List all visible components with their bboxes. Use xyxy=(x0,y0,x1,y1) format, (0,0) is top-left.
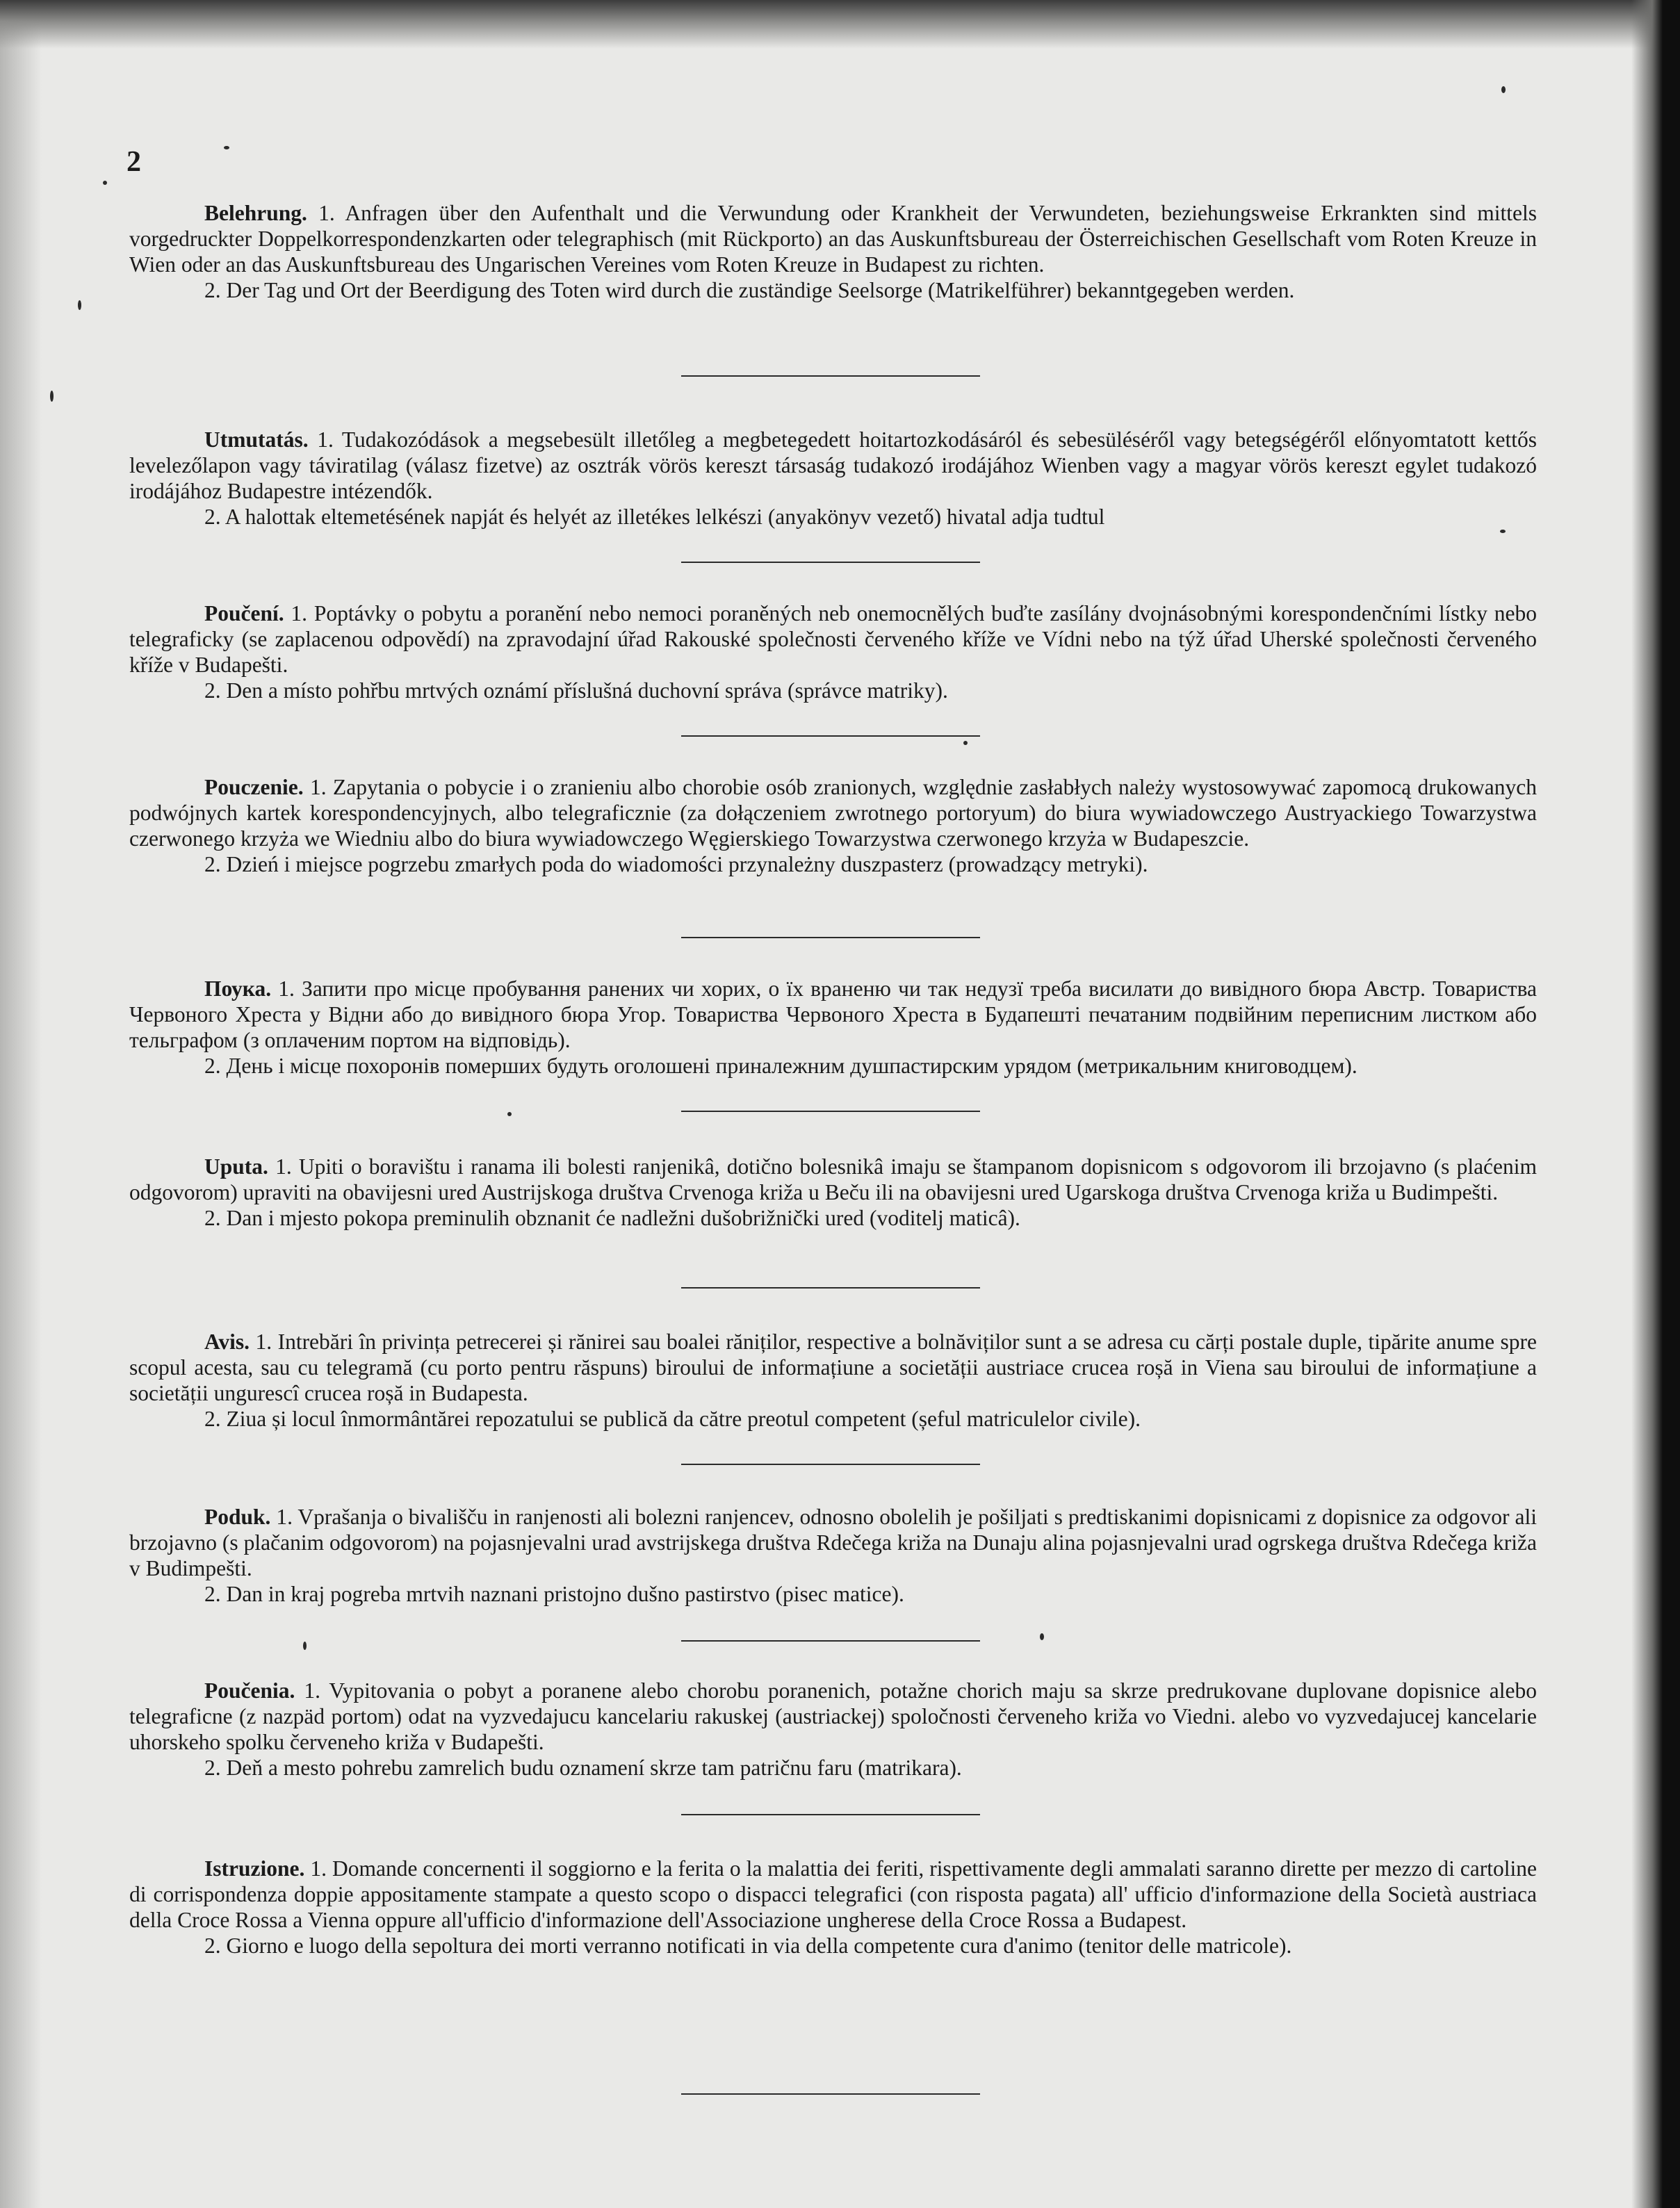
section-divider xyxy=(681,937,980,938)
section-heading: Поука. xyxy=(204,976,272,1001)
section-item-1 xyxy=(129,976,1537,1053)
scan-speck xyxy=(507,1112,512,1116)
section-polish xyxy=(129,774,1537,877)
section-slovenian xyxy=(129,1504,1537,1607)
section-item-2: 2. Der Tag und Ort der Beerdigung des Toten wird durch die zuständige Seelsorge (Matrikelführer) bekanntgegeben werden. xyxy=(204,278,1295,302)
section-heading: Belehrung. xyxy=(204,201,307,225)
section-heading: Poduk. xyxy=(204,1505,271,1529)
scan-speck xyxy=(78,300,81,310)
section-item-1-text: 1. Tudakozódások a megsebesült illetőleg a megbetegedett hoitartozkodásáról és sebesüléséről vagy betegségéről előnyomtatott kettős levelezőlapon vagy táviratilag (válasz fizetve) az osztrák vörös kereszt társaság tudakozó irodájához Wienben vagy a magyar vörös kereszt egylet tudakozó irodájához Budapestre intézendők. xyxy=(129,427,1538,503)
section-item-1 xyxy=(129,1678,1537,1755)
section-divider xyxy=(681,1287,980,1289)
section-item-1-text: 1. Intrebări în privința petrecerei și rănirei sau boalei răniților, respective a bolnăviților sunt a se adresa cu cărți postale duple, tipărite anume spre scopul acesta, sau cu telegramă (cu porto pentru răspuns) biroului de informațiune a societății austriace crucea roșă in Viena sau biroului de informațiune a societății ungurescî crucea roșă in Budapesta. xyxy=(129,1330,1537,1405)
section-divider xyxy=(681,2093,980,2095)
scan-speck xyxy=(50,391,54,402)
scan-speck xyxy=(103,181,107,185)
section-item-1-text: 1. Vypitovania o pobyt a poranene alebo chorobu poranenich, potažne chorich maju sa skrze predrukovane duplovane dopisnice alebo telegraficne (z nazpäd portom) odat na vyzvedajucu kancelariu rakuskej (austriackej) spoločnosti červeneho križa vo Viedni. alebo vo vyzvedajucej kancelarie uhorskeho spolku červeneho križa v Budapešti. xyxy=(129,1678,1538,1754)
scan-speck xyxy=(224,146,229,149)
section-hungarian xyxy=(129,427,1537,530)
scan-left-shadow xyxy=(0,0,42,2208)
section-heading: Utmutatás. xyxy=(204,427,309,452)
section-divider xyxy=(681,375,980,377)
section-item-2: 2. Dzień i miejsce pogrzebu zmarłych poda do wiadomości przynależny duszpasterz (prowadzący metryki). xyxy=(204,852,1148,876)
section-divider xyxy=(681,562,980,563)
section-item-1 xyxy=(129,200,1537,277)
section-item-1-text: 1. Zapytania o pobycie i o zranieniu albo chorobie osób zranionych, względnie zasłabłych należy wystosowywać zapomocą drukowanych podwójnych kartek korespondencyjnych, albo telegraficznie (za dołączeniem zwrotnego portoryum) do biura wywiadowczego Austryackiego Towarzystwa czerwonego krzyża we Wiedniu albo do biura wywiadowczego Węgierskiego Towarzystwa czerwonego krzyża w Budapeszcie. xyxy=(129,775,1538,851)
section-divider xyxy=(681,735,980,737)
section-item-2: 2. Dan i mjesto pokopa preminulih obznanit će nadležni dušobrižnički ured (voditelj maticâ). xyxy=(204,1206,1020,1230)
section-item-1-text: 1. Domande concernenti il soggiorno e la ferita o la malattia dei feriti, rispettivamente degli ammalati saranno dirette per mezzo di cartoline di corrispondenza doppie appositamente stampate a questo scopo o dispacci telegrafici (con risposta pagata) all' ufficio d'informazione della Società austriaca della Croce Rossa a Vienna oppure all'ufficio d'informazione dell'Associazione ungherese della Croce Rossa a Budapest. xyxy=(129,1856,1537,1932)
page-number: 2 xyxy=(127,146,141,178)
section-item-1 xyxy=(129,1154,1537,1205)
section-item-2: 2. A halottak eltemetésének napját és helyét az illetékes lelkészi (anyakönyv vezető) hivatal adja tudtul xyxy=(204,505,1105,529)
section-item-1 xyxy=(129,774,1537,851)
section-item-1 xyxy=(129,1856,1537,1933)
section-heading: Avis. xyxy=(204,1330,250,1354)
section-item-2: 2. Ziua și locul înmormântărei repozatului se publică da către preotul competent (șeful matriculelor civile). xyxy=(204,1407,1141,1431)
section-item-1 xyxy=(129,1329,1537,1406)
scan-speck xyxy=(963,741,968,745)
section-divider xyxy=(681,1640,980,1642)
section-heading: Poučenia. xyxy=(204,1678,295,1703)
section-divider xyxy=(681,1464,980,1465)
section-romanian xyxy=(129,1329,1537,1432)
section-item-1-text: 1. Anfragen über den Aufenthalt und die Verwundung oder Krankheit der Verwundeten, beziehungsweise Erkrankten sind mittels vorgedruckter Doppelkorrespondenzkarten oder telegraphisch (mit Rückporto) an das Auskunftsbureau der Österreichischen Gesellschaft vom Roten Kreuze in Wien oder an das Auskunftsbureau des Ungarischen Vereines vom Roten Kreuze in Budapest zu richten. xyxy=(129,201,1537,277)
section-item-1 xyxy=(129,600,1537,678)
section-item-1 xyxy=(129,427,1537,504)
scan-top-shadow xyxy=(0,0,1680,49)
section-croatian xyxy=(129,1154,1537,1231)
section-heading: Poučení. xyxy=(204,601,284,625)
section-item-1-text: 1. Запити про місце пробування ранених чи хорих, о їх враненю чи так недузї треба висилати до вивідного бюра Австр. Товариства Червоного Хреста у Відни або до вивідного бюра Угор. Товариства Червоного Хреста в Будапешті печатаним подвійним переписним листком або тельграфом (з оплаченим портом на відповідь). xyxy=(129,976,1538,1052)
section-czech xyxy=(129,600,1537,703)
section-heading: Pouczenie. xyxy=(204,775,304,799)
scan-speck xyxy=(1040,1633,1044,1640)
section-slovak xyxy=(129,1678,1537,1781)
section-german xyxy=(129,200,1537,303)
section-ukrainian xyxy=(129,976,1537,1079)
section-divider xyxy=(681,1111,980,1112)
section-item-1-text: 1. Vprašanja o bivališču in ranjenosti ali bolezni ranjencev, odnosno obolelih je pošiljati s predtiskanimi dopisnicami z dopisnice za odgovor ali brzojavno (s plačanim odgovorom) na pojasnjevalni urad avstrijskega društva Rdečega križa na Dunaju alina pojasnjevalni urad ogrskega društva Rdečega križa v Budimpešti. xyxy=(129,1505,1537,1580)
scan-speck xyxy=(1501,86,1506,93)
section-item-1 xyxy=(129,1504,1537,1581)
section-heading: Istruzione. xyxy=(204,1856,305,1881)
section-heading: Uputa. xyxy=(204,1154,268,1179)
scan-right-edge xyxy=(1631,0,1680,2208)
scan-speck xyxy=(303,1642,307,1650)
section-divider xyxy=(681,1814,980,1815)
section-item-2: 2. Giorno e luogo della sepoltura dei morti verranno notificati in via della competente cura d'animo (tenitor delle matricole). xyxy=(204,1933,1292,1958)
section-item-2: 2. Deň a mesto pohrebu zamrelich budu oznamení skrze tam patričnu faru (matrikara). xyxy=(204,1756,962,1780)
section-italian xyxy=(129,1856,1537,1958)
section-item-2: 2. День і місце похоронів померших будуть оголошені приналежним душпастирским урядом (метрикальним книговодцем). xyxy=(204,1054,1357,1078)
section-item-2: 2. Dan in kraj pogreba mrtvih naznani pristojno dušno pastirstvo (pisec matice). xyxy=(204,1582,904,1606)
section-item-2: 2. Den a místo pohřbu mrtvých oznámí příslušná duchovní správa (správce matriky). xyxy=(204,678,948,703)
section-item-1-text: 1. Poptávky o pobytu a poranění nebo nemoci poraněných neb onemocnělých buďte zasílány dvojnásobnými korespondenčními lístky nebo telegraficky (se zaplacenou odpovědí) na zpravodajní úřad Rakouské společnosti červeného kříže ve Vídni nebo na týž úřad Uherské společnosti červeného kříže v Budapešti. xyxy=(129,601,1537,677)
section-item-1-text: 1. Upiti o boravištu i ranama ili bolesti ranjenikâ, dotično bolesnikâ imaju se štampanom dopisnicom s odgovorom ili brzojavno (s plaćenim odgovorom) upraviti na obavijesni ured Austrijskoga društva Crvenoga križa u Beču ili na obavijesni ured Ugarskoga društva Crvenoga križa u Budimpešti. xyxy=(129,1154,1538,1204)
scan-speck xyxy=(1500,530,1506,533)
